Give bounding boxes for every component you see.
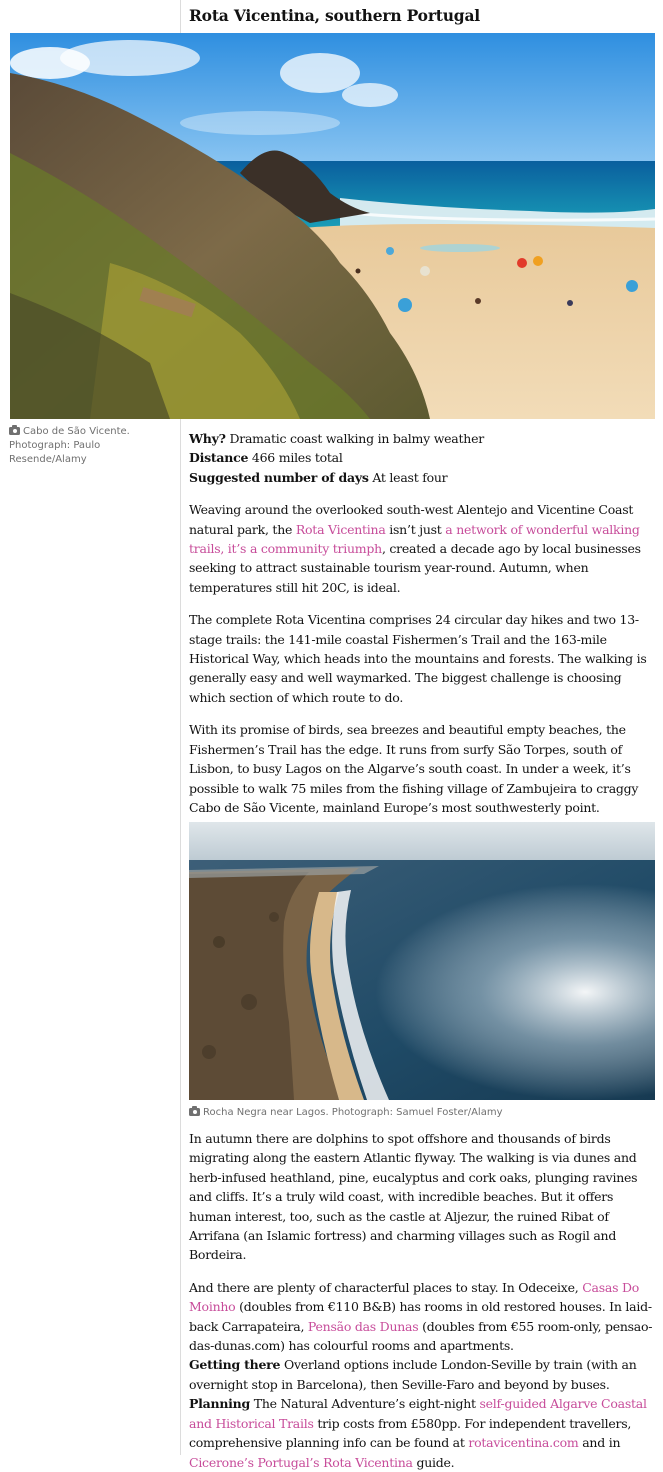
para1-text-3: , created a decade ago by local businesses seeking to attract sustainable tourism year-round. Autumn, when temperatures still hit 20C, is ideal. (189, 541, 641, 595)
aerial-photo (189, 822, 655, 1100)
fact-why-value: Dramatic coast walking in balmy weather (225, 431, 484, 446)
fact-why-label: Why? (189, 431, 226, 446)
fact-distance-value: 466 miles total (248, 450, 343, 466)
para1-text-2: isn’t just (385, 521, 446, 537)
camera-icon (189, 1108, 200, 1116)
article-body-top (189, 429, 655, 817)
link-rotavicentina-com[interactable]: rotavicentina.com (468, 1435, 579, 1451)
para1-text-1: Weaving around the overlooked south-west Alentejo and Vicentine Coast natural park, the (189, 502, 634, 537)
planning-text-2: trip costs from £580pp. For independent travellers, comprehensive planning info can be found at (189, 1415, 632, 1451)
aerial-caption-text: Rocha Negra near Lagos. Photograph: Samuel Foster/Alamy (203, 1107, 503, 1118)
getting-there (189, 1355, 655, 1394)
article-body-bottom (189, 1129, 655, 1472)
getting-there-label: Getting there (189, 1357, 281, 1373)
planning-text-1: The Natural Adventure’s eight-night (250, 1396, 480, 1412)
link-walking-trails[interactable]: a network of wonderful walking trails, it’s a community triumph (189, 521, 640, 557)
paragraph-4: In autumn there are dolphins to spot offshore and thousands of birds migrating along the eastern Atlantic flyway. The walking is via dunes and herb-infused heathland, pine, eucalyptus and cork oaks, plunging ravines and cliffs. It’s a truly wild coast, with incredible beaches. But it offers human interest, too, such as the castle at Aljezur, the ruined Ribat of Arrifana (an Islamic fortress) and charming villages such as Rogil and Bordeira. (189, 1131, 638, 1263)
article-headline: Rota Vicentina, southern Portugal (189, 6, 480, 25)
planning-label: Planning (189, 1396, 251, 1412)
paragraph-3: With its promise of birds, sea breezes and beautiful empty beaches, the Fishermen’s Trail has the edge. It runs from surfy São Torpes, south of Lisbon, to busy Lagos on the Algarve’s south coast. In under a week, it’s possible to walk 75 miles from the fishing village of Zambujeira to craggy Cabo de São Vicente, mainland Europe’s most southwesterly point. (189, 722, 639, 815)
aerial-caption (189, 1106, 655, 1120)
link-casas-do-moinho[interactable]: Casas Do Moinho (189, 1279, 640, 1315)
para5-text-1: And there are plenty of characterful places to stay. In Odeceixe, (189, 1279, 583, 1295)
link-rota-vicentina[interactable]: Rota Vicentina (295, 521, 386, 537)
fact-why (189, 429, 655, 448)
fact-days-value: At least four (368, 469, 448, 485)
hero-caption (9, 425, 177, 467)
hero-caption-line1: Cabo de São Vicente. (23, 426, 130, 437)
getting-there-text: Overland options include London-Seville by train (with an overnight stop in Barcelona), then Seville-Faro and beyond by buses. (189, 1357, 637, 1392)
paragraph-1 (189, 500, 655, 597)
link-pensao-das-dunas[interactable]: Pensão das Dunas (307, 1318, 419, 1334)
link-self-guided-trails[interactable]: self-guided Algarve Coastal and Historical Trails (189, 1396, 647, 1431)
para5-text-3: (doubles from €55 room-only, pensao-das-dunas.com) has colourful rooms and apartments. (189, 1318, 653, 1354)
planning (189, 1394, 655, 1472)
planning-text-4: guide. (412, 1454, 455, 1470)
para5-text-2: (doubles from €110 B&B) has rooms in old restored houses. In laid-back Carrapateira, (189, 1299, 652, 1334)
fact-days-label: Suggested number of days (189, 469, 369, 485)
hero-photo (10, 33, 655, 419)
hero-caption-line2: Photograph: Paulo Resende/Alamy (9, 440, 101, 465)
link-cicerone-guide[interactable]: Cicerone’s Portugal’s Rota Vicentina (189, 1454, 413, 1470)
fact-distance-label: Distance (189, 450, 249, 466)
paragraph-5 (189, 1278, 655, 1356)
fact-distance (189, 448, 655, 467)
camera-icon (9, 427, 20, 435)
fact-days (189, 468, 655, 487)
planning-text-3: and in (578, 1435, 621, 1451)
paragraph-2: The complete Rota Vicentina comprises 24 circular day hikes and two 13-stage trails: the 141-mile coastal Fishermen’s Trail and the 163-mile Historical Way, which heads into the mountains and forests. The walking is generally easy and well waymarked. The biggest challenge is choosing which section of which route to do. (189, 612, 647, 705)
